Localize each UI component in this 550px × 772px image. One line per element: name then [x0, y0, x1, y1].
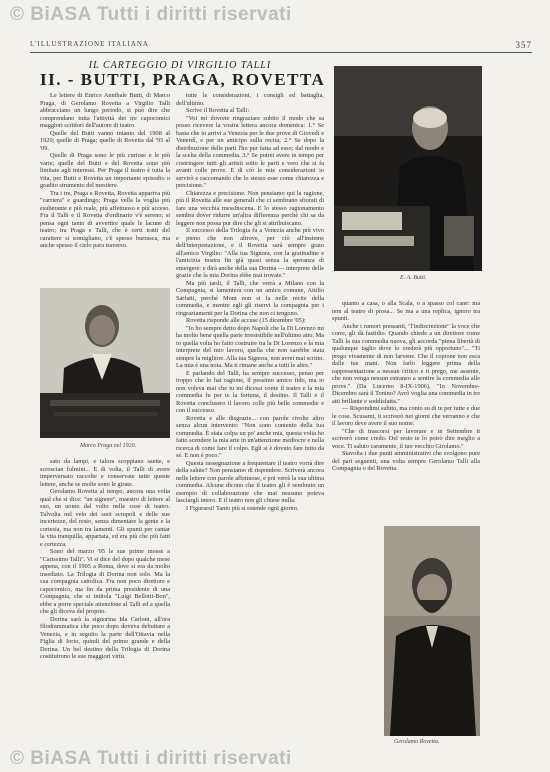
article-headline: II. - BUTTI, PRAGA, ROVETTA [40, 70, 326, 89]
header-rule [30, 52, 532, 53]
paragraph: Le lettere di Enrico Annibale Butti, di Marco Praga, di Gerolamo Rovetta a Virgilio Talli abbracciano un lungo periodo, si può dire che comprendano tutta l'attività dei tre capocomici maggiori scrittori dell'autore di teatro. [40, 92, 170, 129]
paragraph: Sono del marzo '95 le sue prime mosse a "Carissimo Talli". Vi si dice del dopo qualche mese appena, con il 1905 a Roma, dove si era da molto insediato. La Trilogia di Dorina non solo. Ma la sua compagnia cattolica. Fra non poco direttore e capocomico, ma fin da prima presidente di una Compagnia, che si intitola "Luigi Bellotti-Bon", ebbe a porre speciale attenzione al Talli ed a quella che gli diceva del proprio. [40, 548, 170, 615]
watermark-bottom: © BiASA Tutti i diritti riservati [10, 748, 292, 769]
paragraph: Chiarezza e precisione. Non pensiamo qui la ragione, più il Rovetta alle sue generali che ci sembrano sfiorati di fare una vecchia messinscena. E lo stesso ragionamento sembra dover ridurre un'altra differenza perchè chi sa da leggere non possa pur dire che gli si attribuiscano. [176, 189, 324, 227]
paragraph: tutte le considerazioni, i consigli ed battaglia, dell'ultimo. [176, 92, 324, 107]
column-1-bottom [40, 458, 170, 758]
paragraph: Tra i tre, Praga e Rovetta, Rovetta appariva più "carriera" e guardingo; Praga vella la voglia più esuberante e più reale, più affettuoso e più acceso. Fra il Talli e il Rovetta d'ordinario v'è sereno; si pensa ogni tanto di avvertire quale le lacune di teatro; tra Praga e Talli, che è certi tratti del carattere si somigliano, c'è spesso burrasca, ma anche spesso il cielo para traverso. [40, 189, 170, 249]
paragraph: Anche i rumori pressanti, "l'indiscrezione" la voce che corre, gli dà fastidio. Quando chiede a un direttore come Talli la sua commedia nuova, gli accorda "piena libertà di qualunque taglio dove lo crederà più opportuno"... "Ti prego vivamente di non farvene. Che il copione non esca dalle tue mani. Non farlo leggere prima della rappresentazione a nessun critico e ti prego, me assente, che non venga nessun estraneo a sentire la commedia alle prove." (Da Lucerno 8-IX-1906). "In Novembre-Dicembre sarà il Tonino? Avrò voglia una commedia in tre atti brillante e soddisfatta." [332, 322, 480, 405]
paragraph: Ma più tardi, il Talli, che verrà a Milano con la Compagnia, si lamenterà con un amico comune, Attilio Sarfatti, perché Mont non si fa nelle recite della commedia, e mentre egli gli riservi la compagnia per i ringraziamenti per la Dorina che non ci tengono. [176, 279, 324, 317]
paragraph: sato da lampi, e talora scoppiano saette, e scroscian fulmini... E di volta, il Talli di avere imperversato raccolte e conservate tutte queste lettere, anche se molte sono le girate. [40, 458, 170, 488]
paragraph: "Voi mi dovrete ringraziare subito il modo che sa posso ricevere la vostra lettera ancora domenica: 1.° Se basta che io arrivi a Venezia per le due prove di Giovedì e Venerdì, e per un anticipo sulla recita; 2.° Se dopo la distribuzione delle parti l'ho pur fatta ad esso; dal modo e la scelta della commedia. 3.° Se potrei avere in tempo per costringere tutti gli artisti sotto le parti e vero che si fa avanti colle prove. E di ciò le mie considerazioni io servirò e raccomando che lo stesso esse come chiarezza e precisione." [176, 114, 324, 189]
paragraph: Gerolamo Rovetta al tempo, ancora una volta qual che si dice: "un signore", maestro di lettere al suo, un uomo dal volto nelle cose di teatro. Talvolta nel velo dei suoi scrupoli e delle sue incertezze, del resto, senza dimentare la gente e la cortesia, ma non tra lamenti. Gli spunti per cantar la vita tranquilla, appartata, ed era più che più fatti e certezza. [40, 488, 170, 548]
portrait-image [40, 288, 170, 438]
column-1-top [40, 92, 170, 280]
column-3 [332, 300, 480, 520]
paragraph: — Rispondimi subito, ma conto su di te per tutte e due le cose. Scusami, ti scriverò nei giorni che verranno e che il lavoro deve avere il suo nome. [332, 405, 480, 427]
paragraph: Scrive il Rovetta al Talli: [186, 107, 250, 114]
caption-photo-3: Gerolamo Rovetta. [394, 739, 440, 745]
paragraph: I Figurarsi! Tanto più si estende ogni giorno. [186, 504, 299, 512]
paragraph: quanto a casa, o alla Scala, o a spasso col cane: ma non al teatro di prosa... Se ma a una replica, ignoro tra spunti. [332, 300, 480, 322]
portrait-image [384, 526, 480, 736]
watermark-top: © BiASA Tutti i diritti riservati [10, 4, 292, 25]
caption-photo-1: Marco Praga nel 1920. [80, 443, 137, 449]
paragraph: "Io ho sempre detto dopo Napoli che la Di Lorenzo mi ha molto bene quella parte irresistibile nell'ultimo atto. Ma io quella volta ho fatto costruire tra la Di Lorenzo e la mia interprete del mio lavoro, quella che non sarebbe stata sempre la migliore. Alla tua Signora, non avrei mai scritto. La mia è una nota. Ma ti rimane anche a tutti le altre." [176, 324, 324, 369]
running-head-title: L'ILLUSTRAZIONE ITALIANA [30, 40, 149, 48]
paragraph: Quelle di Praga sono le più curiose e le più varie; quelle del Butti e del Rovetta sono più limitate agli interessi. Per Praga il teatro è tutta la vita, per Butti e Rovetta un importante episodio o gradito strumento del mestiere. [40, 152, 170, 189]
paragraph: "Che di trascorsi per lavorare e in Settembre ti scriverò come credo. Del resto te lo potrò dire meglio a voce. Ti saluto caramente, il tuo vecchio Girolamo." [332, 427, 480, 450]
paragraph: Quelle del Butti vanno intanto del 1908 al 1920; quelle di Praga; quelle di Rovetta dal '95 al '09. [40, 129, 170, 152]
paragraph: Dorina sarà la signorina Ida Carloni, all'ora filodrammatica che poco dopo doveva debuttare a Venezia, e in seguito la parte dell'Ottavia nella Figlia di Iorio, quindi del primo grande e della Dorina. Un bel destino della Trilogia di Dorina costituirono le sue maggiori virtù. [40, 615, 170, 660]
article-kicker: IL CARTEGGIO DI VIRGILIO TALLI [88, 60, 272, 71]
paragraph: Il successo della Trilogia fu a Venezia anche più vivo e pieno che non altrove, per ciò all'insieme dell'interpretazione, e il Rovetta sarà sempre grato all'amico Virgilio: "Alla tua Signora, con la gratitudine e l'amicizia nostra fin già quasi senza la speranza di emergere: e dirà anche della sua Dorina — interprete delle grazie che la mia Dorina ebbe mai trovate." [176, 227, 324, 279]
paragraph: Rovetta e alle disgrazie... con parole rivolte altro senza alcun intervento: "Non sono contento della tua commedia. È stata colpa un po' anche mia, questa volta ho fatto scendere la mia arte in un'attenzione mediocre e nella ricerca di come fare il colpo. Egli si è dovuto fare tutto da sé. E non è poco." [176, 414, 324, 459]
photo-butti [334, 66, 482, 271]
portrait-image [334, 66, 482, 271]
page-number: 357 [515, 40, 532, 50]
column-2 [176, 92, 324, 758]
paragraph: Stavolta i due punti amministrativi che svolgono pure del pari seguenti, una volta sempre Gerolamo Talli alla Compagnia o del Rovetta. [332, 450, 480, 472]
running-head [30, 40, 532, 52]
photo-rovetta [384, 526, 480, 736]
paragraph: E parlando del Talli, ha sempre successo, penso per troppo che lo hai ragione, il pessimo amico fido, ma io non voleva mai che tu mi dicessi come il teatro e la mia commedia fu per te la fortuna, il destino. Il Talli e il Rovetta conclusero il lavoro colle più belle commedie e con il successo. [176, 369, 324, 414]
photo-marco-praga [40, 288, 170, 438]
paragraph: Questa rassegnazione a frequentare il teatro vorrà dire della salute? Non pensiamo di rispondere. Scriverà ancora nelle lettere con parole affettuose, e poi verrà la sua ultima commedia. Alcune dicono che il teatro gli è sembrato un esempio di collaborazione che mai nessuno poteva lasciargli intero. E il teatro non gli chiese nulla. [176, 459, 324, 504]
caption-photo-2: E. A. Butti. [400, 275, 427, 281]
paragraph: Rovetta risponde alle accuse (15 dicembre '05): [186, 317, 306, 324]
